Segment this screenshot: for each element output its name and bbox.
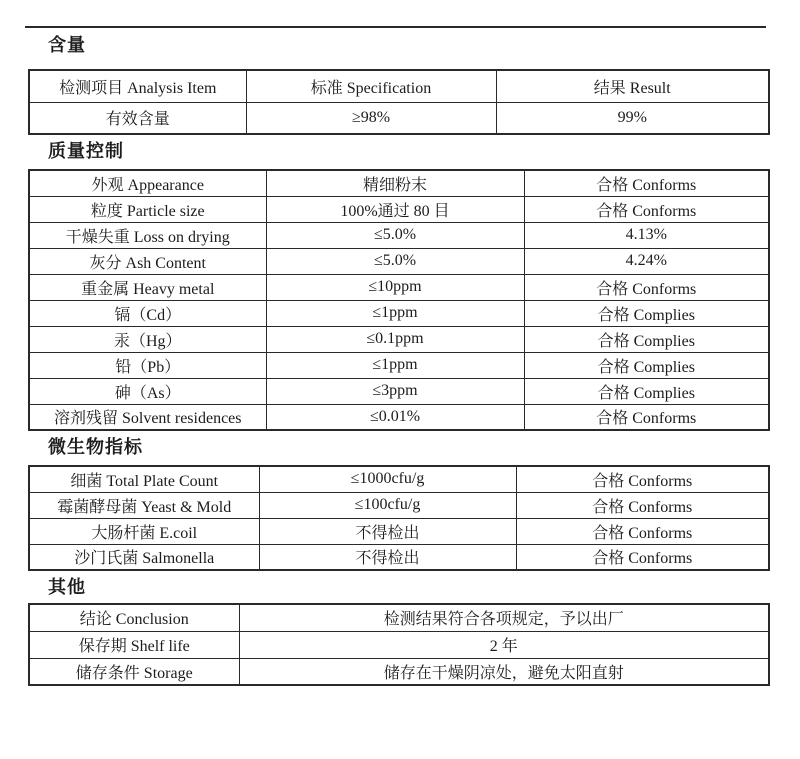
specification-cell: ≤0.1ppm xyxy=(266,326,524,352)
analysis-item-cell: 粒度 Particle size xyxy=(29,196,266,222)
result-cell: 合格 Conforms xyxy=(516,492,769,518)
result-cell: 合格 Complies xyxy=(524,352,769,378)
analysis-item-cell: 储存条件 Storage xyxy=(29,658,239,685)
result-cell: 合格 Conforms xyxy=(516,466,769,492)
specification-cell: ≤1ppm xyxy=(266,300,524,326)
specification-cell: ≥98% xyxy=(246,102,496,134)
analysis-item-cell: 大肠杆菌 E.coil xyxy=(29,518,259,544)
section-heading-microbiological: 微生物指标 xyxy=(48,437,143,457)
content-table xyxy=(28,69,770,135)
specification-cell: ≤100cfu/g xyxy=(259,492,516,518)
table-row xyxy=(29,248,769,274)
analysis-item-cell: 灰分 Ash Content xyxy=(29,248,266,274)
value-cell: 检测结果符合各项规定，予以出厂 xyxy=(239,604,769,631)
analysis-item-cell: 重金属 Heavy metal xyxy=(29,274,266,300)
analysis-item-cell: 铅（Pb） xyxy=(29,352,266,378)
section-heading-content: 含量 xyxy=(48,35,86,55)
table-row xyxy=(29,544,769,570)
table-row xyxy=(29,170,769,196)
analysis-item-cell: 有效含量 xyxy=(29,102,246,134)
result-header: 结果 Result xyxy=(496,70,769,102)
specification-cell: ≤5.0% xyxy=(266,222,524,248)
result-cell: 合格 Conforms xyxy=(524,170,769,196)
section-heading-quality-control: 质量控制 xyxy=(48,141,124,161)
specification-cell: ≤3ppm xyxy=(266,378,524,404)
result-cell: 合格 Complies xyxy=(524,378,769,404)
result-cell: 99% xyxy=(496,102,769,134)
analysis-item-cell: 干燥失重 Loss on drying xyxy=(29,222,266,248)
value-cell: 储存在干燥阴凉处，避免太阳直射 xyxy=(239,658,769,685)
others-table xyxy=(28,603,770,686)
specification-cell: ≤1000cfu/g xyxy=(259,466,516,492)
specification-cell: ≤5.0% xyxy=(266,248,524,274)
table-row xyxy=(29,352,769,378)
analysis-item-header: 检测项目 Analysis Item xyxy=(29,70,246,102)
table-row xyxy=(29,658,769,685)
quality-control-table xyxy=(28,169,770,431)
table-row xyxy=(29,222,769,248)
analysis-item-cell: 溶剂残留 Solvent residences xyxy=(29,404,266,430)
analysis-item-cell: 汞（Hg） xyxy=(29,326,266,352)
result-cell: 合格 Conforms xyxy=(516,544,769,570)
table-row xyxy=(29,300,769,326)
section-heading-others: 其他 xyxy=(48,577,86,597)
analysis-item-cell: 外观 Appearance xyxy=(29,170,266,196)
analysis-item-cell: 霉菌酵母菌 Yeast & Mold xyxy=(29,492,259,518)
specification-cell: 不得检出 xyxy=(259,518,516,544)
result-cell: 合格 Complies xyxy=(524,326,769,352)
result-cell: 合格 Conforms xyxy=(524,404,769,430)
analysis-item-cell: 结论 Conclusion xyxy=(29,604,239,631)
value-cell: 2 年 xyxy=(239,631,769,658)
result-cell: 合格 Conforms xyxy=(524,274,769,300)
analysis-item-cell: 沙门氏菌 Salmonella xyxy=(29,544,259,570)
table-row xyxy=(29,518,769,544)
result-cell: 合格 Complies xyxy=(524,300,769,326)
specification-cell: 不得检出 xyxy=(259,544,516,570)
table-row xyxy=(29,492,769,518)
table-row xyxy=(29,378,769,404)
specification-cell: 100%通过 80 目 xyxy=(266,196,524,222)
table-row xyxy=(29,604,769,631)
top-divider xyxy=(25,26,766,28)
result-cell: 4.13% xyxy=(524,222,769,248)
table-row xyxy=(29,196,769,222)
table-row xyxy=(29,404,769,430)
result-cell: 合格 Conforms xyxy=(516,518,769,544)
analysis-item-cell: 镉（Cd） xyxy=(29,300,266,326)
table-row xyxy=(29,631,769,658)
specification-cell: 精细粉末 xyxy=(266,170,524,196)
specification-cell: ≤1ppm xyxy=(266,352,524,378)
table-row xyxy=(29,326,769,352)
analysis-item-cell: 细菌 Total Plate Count xyxy=(29,466,259,492)
specification-header: 标准 Specification xyxy=(246,70,496,102)
microbiological-table xyxy=(28,465,770,571)
specification-cell: ≤0.01% xyxy=(266,404,524,430)
result-cell: 4.24% xyxy=(524,248,769,274)
result-cell: 合格 Conforms xyxy=(524,196,769,222)
table-row xyxy=(29,274,769,300)
table-header-row xyxy=(29,70,769,102)
analysis-item-cell: 保存期 Shelf life xyxy=(29,631,239,658)
analysis-item-cell: 砷（As） xyxy=(29,378,266,404)
table-row xyxy=(29,466,769,492)
specification-cell: ≤10ppm xyxy=(266,274,524,300)
table-row xyxy=(29,102,769,134)
